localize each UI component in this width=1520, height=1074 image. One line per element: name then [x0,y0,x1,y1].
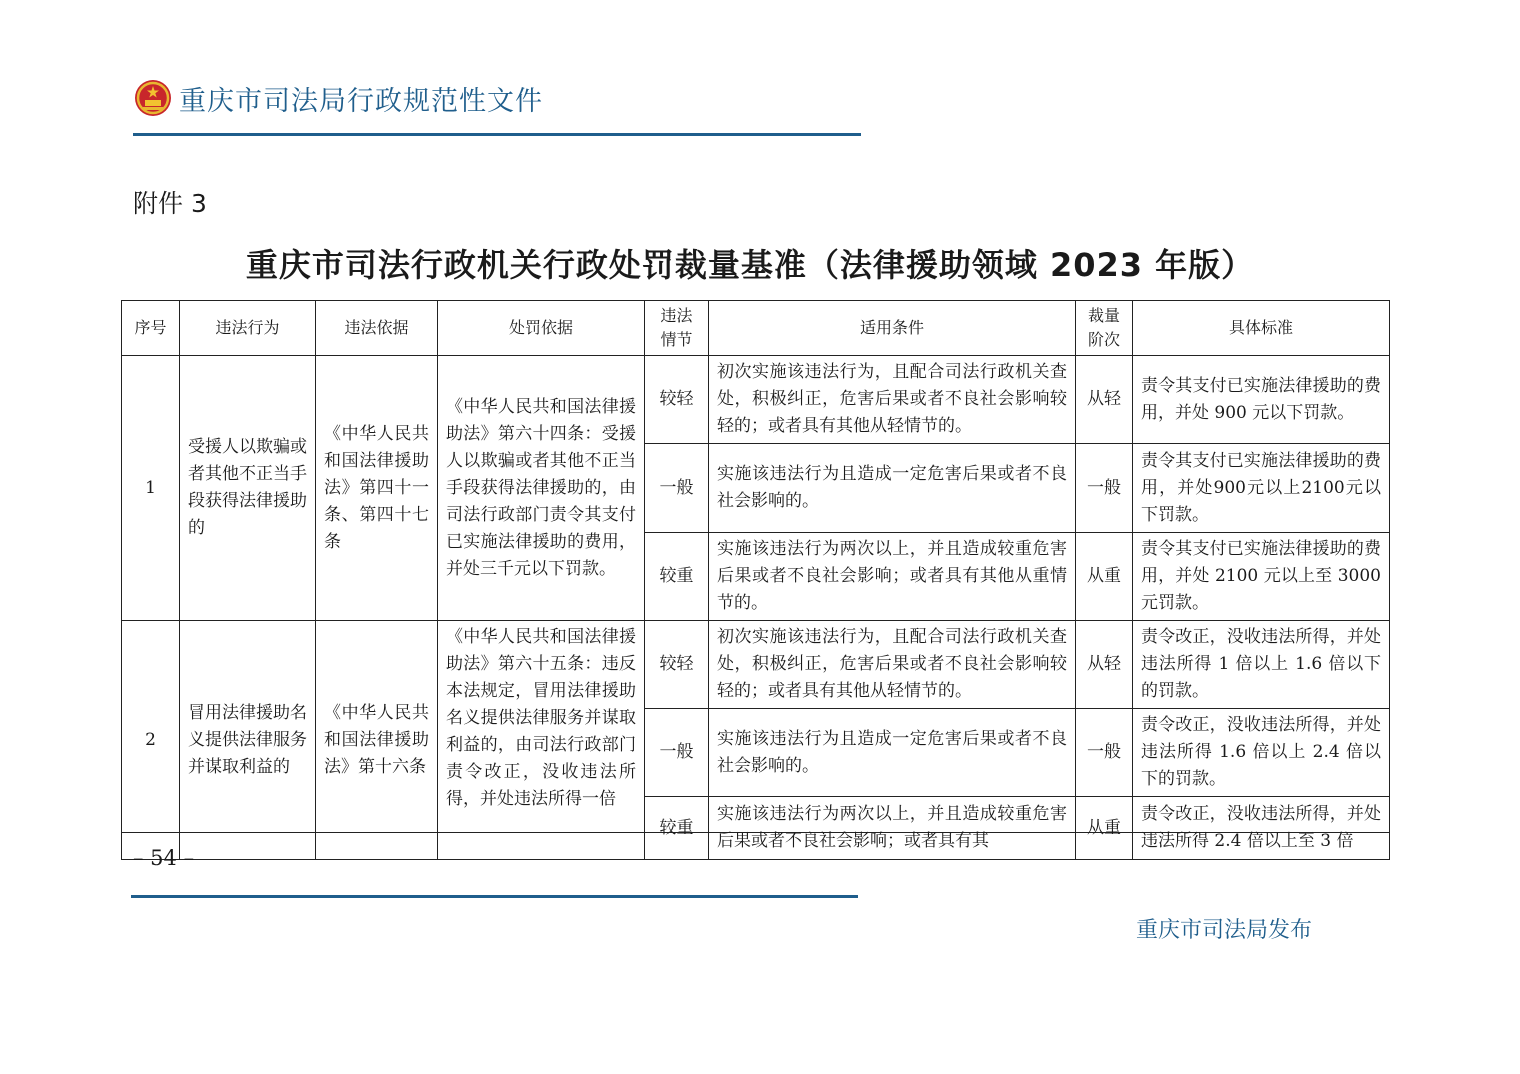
row-seq: 1 [122,356,180,621]
row-standard: 责令改正，没收违法所得，并处违法所得 2.4 倍以上至 3 倍 [1133,797,1390,860]
row-circumstance: 较轻 [645,621,709,709]
row-standard: 责令改正，没收违法所得，并处违法所得 1.6 倍以上 2.4 倍以下的罚款。 [1133,709,1390,797]
header-basis: 违法依据 [316,301,438,356]
row-circumstance: 较重 [645,797,709,860]
table-row [122,356,1390,444]
header-penalty-basis: 处罚依据 [438,301,645,356]
row-seq: 2 [122,621,180,860]
row-standard: 责令其支付已实施法律援助的费用，并处 2100 元以上至 3000 元罚款。 [1133,533,1390,621]
header-circumstance: 违法 情节 [645,301,709,356]
row-level: 从重 [1076,797,1133,860]
penalty-table-container [121,300,1389,851]
table-header-row [122,301,1390,356]
header-seq: 序号 [122,301,180,356]
row-standard: 责令其支付已实施法律援助的费用，并处900元以上2100元以下罚款。 [1133,444,1390,533]
header-standard: 具体标准 [1133,301,1390,356]
national-emblem-icon [133,78,173,118]
row-circumstance: 较轻 [645,356,709,444]
penalty-table [121,300,1390,860]
row-condition: 实施该违法行为两次以上，并且造成较重危害后果或者不良社会影响；或者具有其他从重情节的。 [709,533,1076,621]
publisher-label: 重庆市司法局发布 [1136,918,1313,943]
row-condition: 实施该违法行为且造成一定危害后果或者不良社会影响的。 [709,709,1076,797]
row-standard: 责令改正，没收违法所得，并处违法所得 1 倍以上 1.6 倍以下的罚款。 [1133,621,1390,709]
header-title: 重庆市司法局行政规范性文件 [179,85,543,117]
row-penalty-basis: 《中华人民共和国法律援助法》第六十四条：受援人以欺骗或者其他不正当手段获得法律援助的，由司法行政部门责令其支付已实施法律援助的费用，并处三千元以下罚款。 [438,356,645,621]
row-condition: 实施该违法行为且造成一定危害后果或者不良社会影响的。 [709,444,1076,533]
row-basis: 《中华人民共和国法律援助法》第十六条 [316,621,438,860]
row-act: 冒用法律援助名义提供法律服务并谋取利益的 [180,621,316,860]
row-level: 一般 [1076,444,1133,533]
row-penalty-basis: 《中华人民共和国法律援助法》第六十五条：违反本法规定，冒用法律援助名义提供法律服务并谋取利益的，由司法行政部门责令改正，没收违法所得，并处违法所得一倍 [438,621,645,860]
annex-label: 附件 3 [133,189,207,218]
row-level: 从轻 [1076,621,1133,709]
header-act: 违法行为 [180,301,316,356]
row-condition: 初次实施该违法行为，且配合司法行政机关查处，积极纠正，危害后果或者不良社会影响较轻的；或者具有其他从轻情节的。 [709,356,1076,444]
row-circumstance: 一般 [645,444,709,533]
row-level: 从重 [1076,533,1133,621]
row-standard: 责令其支付已实施法律援助的费用，并处 900 元以下罚款。 [1133,356,1390,444]
document-title: 重庆市司法行政机关行政处罚裁量基准（法律援助领域 2023 年版） [245,246,1255,284]
row-basis: 《中华人民共和国法律援助法》第四十一条、第四十七条 [316,356,438,621]
page-number: – 54 – [133,846,195,870]
row-condition: 初次实施该违法行为，且配合司法行政机关查处，积极纠正，危害后果或者不良社会影响较轻的；或者具有其他从轻情节的。 [709,621,1076,709]
header-condition: 适用条件 [709,301,1076,356]
row-circumstance: 较重 [645,533,709,621]
table-row [122,621,1390,709]
document-header [133,78,543,118]
row-level: 一般 [1076,709,1133,797]
header-divider [133,133,861,136]
row-act: 受援人以欺骗或者其他不正当手段获得法律援助的 [180,356,316,621]
footer-divider [131,895,858,898]
row-level: 从轻 [1076,356,1133,444]
row-circumstance: 一般 [645,709,709,797]
row-condition: 实施该违法行为两次以上，并且造成较重危害后果或者不良社会影响；或者具有其 [709,797,1076,860]
header-level: 裁量 阶次 [1076,301,1133,356]
